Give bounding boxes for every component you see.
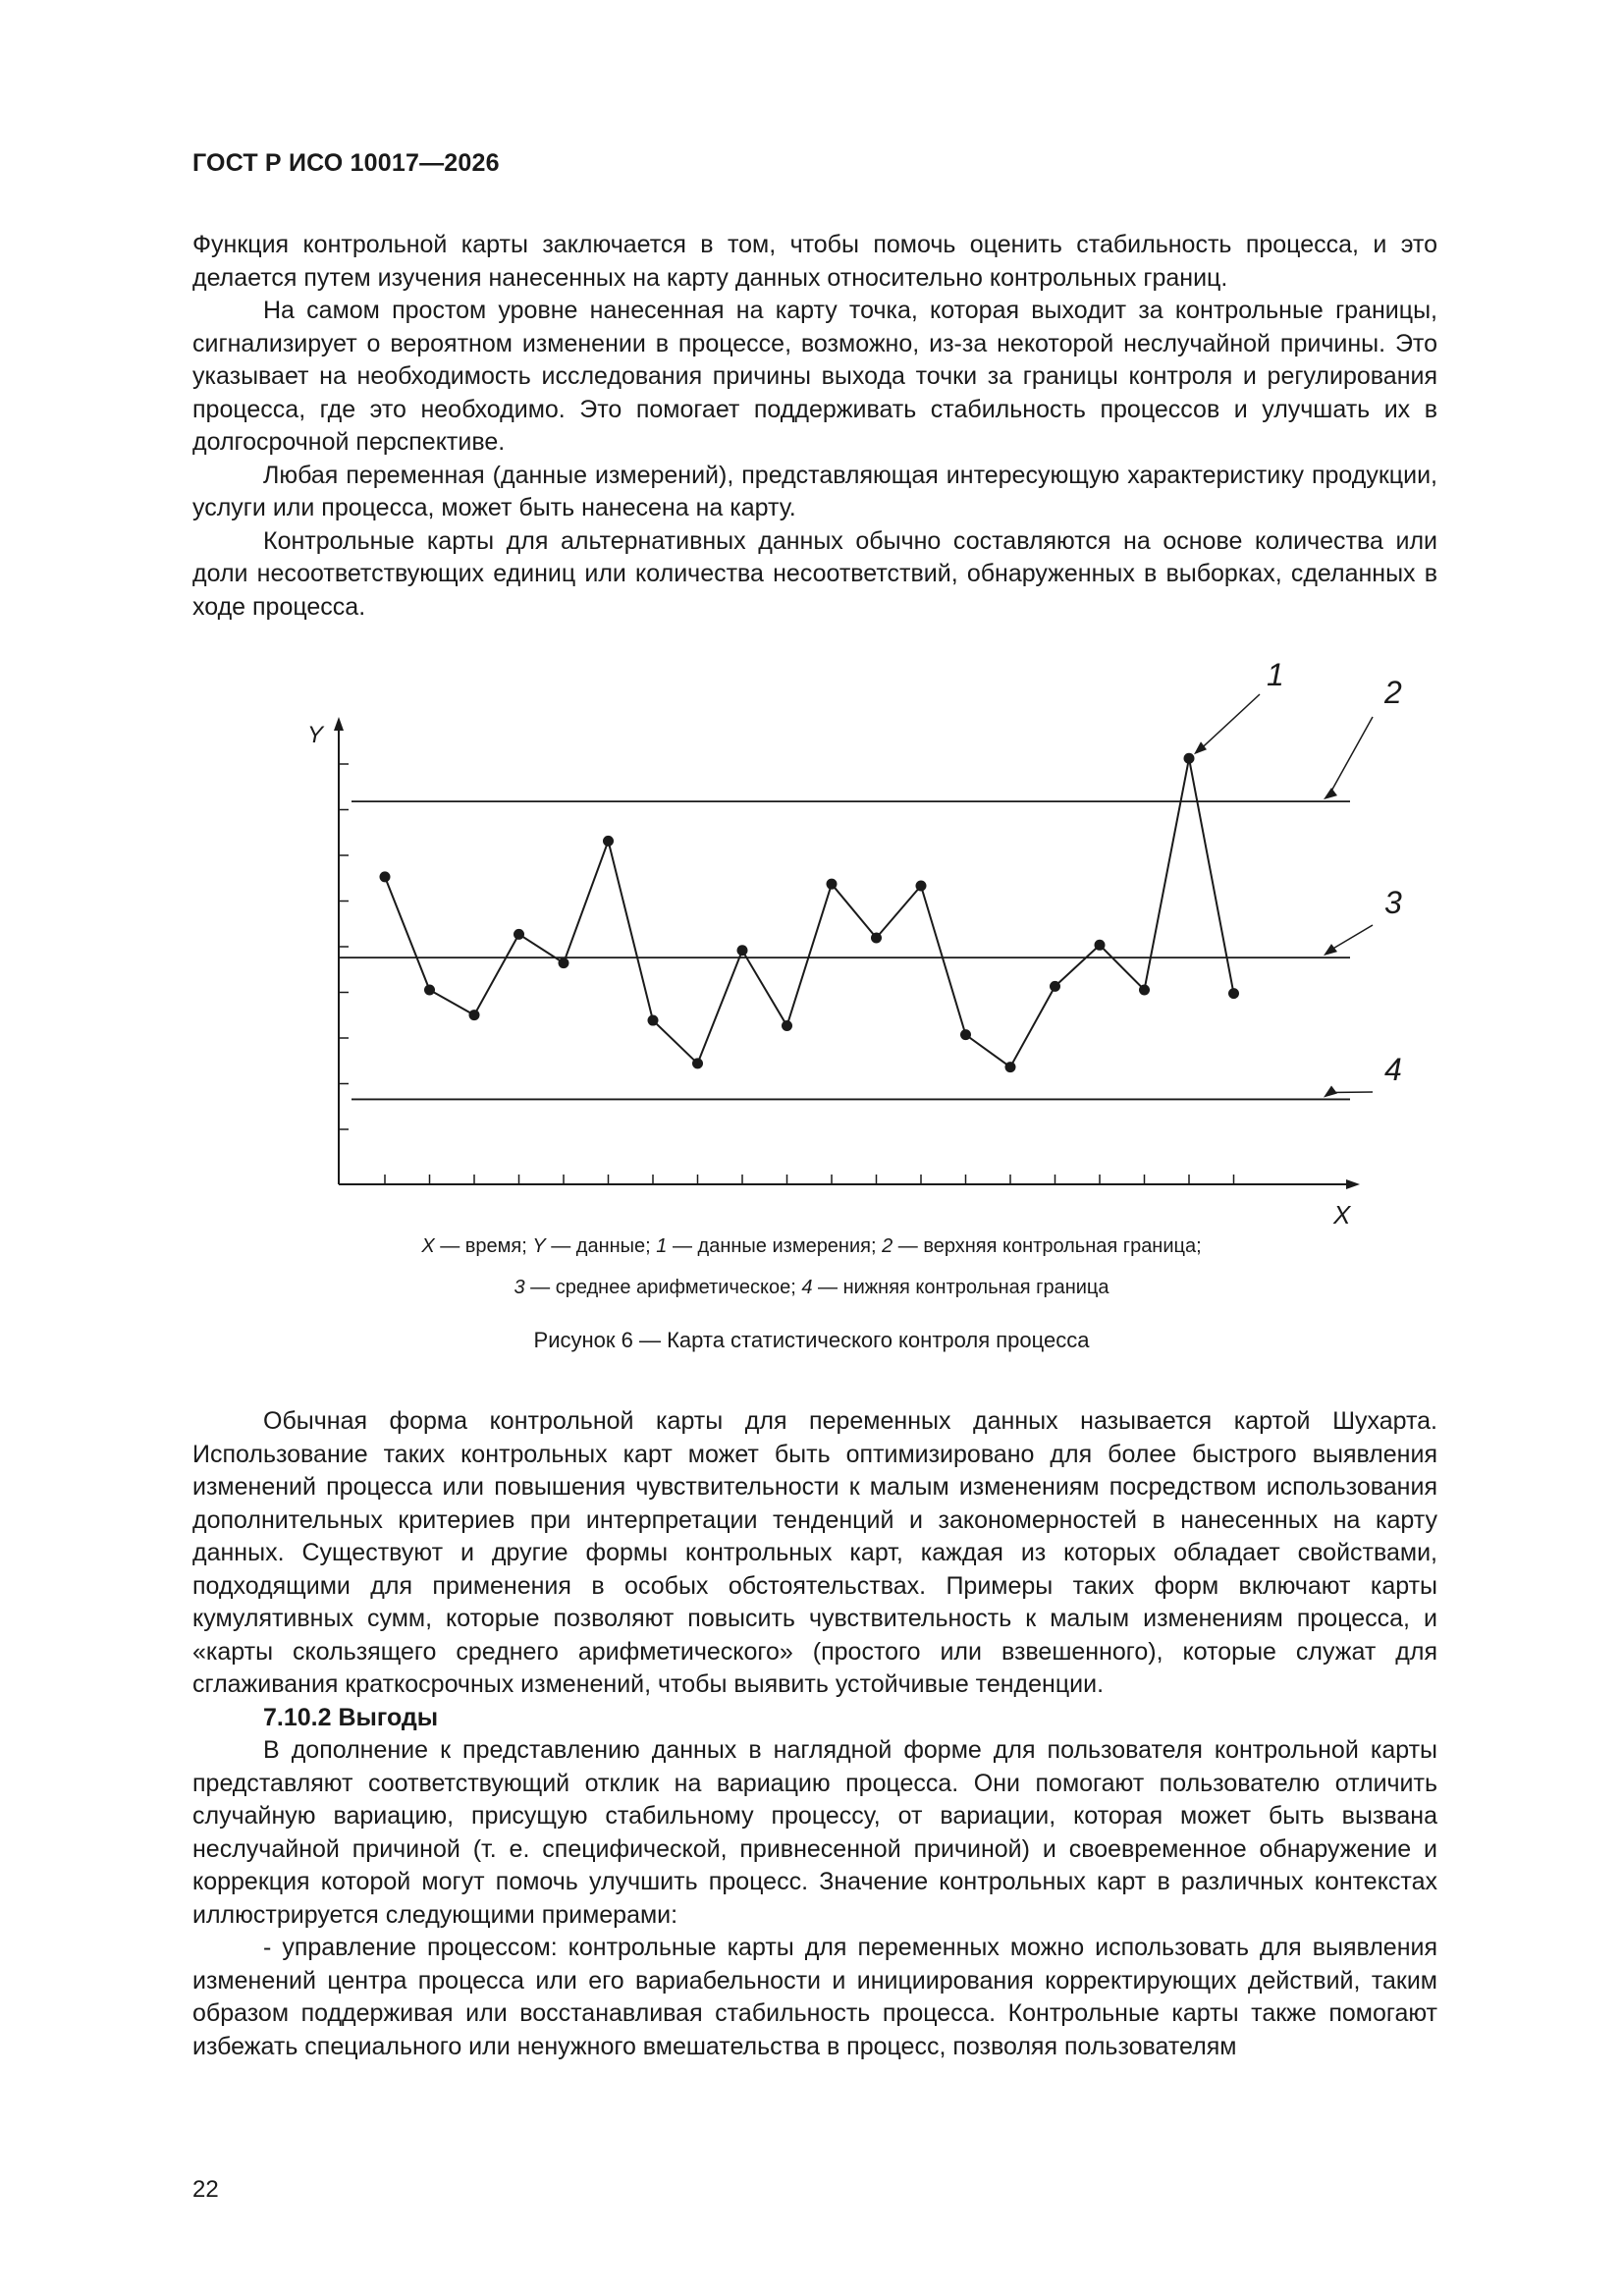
paragraph: Любая переменная (данные измерений), представляющая интересующую характеристику продукции, услуги или процесса, может быть нанесена на карту. [192,461,1437,521]
legend-key: 2 [882,1235,893,1257]
legend-text: — время; [434,1235,533,1257]
paragraph: Обычная форма контрольной карты для переменных данных называется картой Шухарта. Использование таких контрольных карт может быть оптимизировано для более быстрого выявления изменений процесса или повышения чувствительности к малым изменениям посредством использования дополнительных критериев при интерпретации тенденций и закономерностей в нанесенных на карту данных. Существуют и другие формы контрольных карт, каждая из которых обладает свойствами, подходящими для применения в особых обстоятельствах. Примеры таких форм включают карты кумулятивных сумм, которые позволяют повысить чувствительность к малым изменениям процесса, и «карты скользящего среднего арифметического» (простого или взвешенного), которые служат для сглаживания краткосрочных изменений, чтобы выявить устойчивые тенденции. [192,1407,1437,1698]
data-point [1050,981,1060,992]
data-point [737,945,748,956]
legend-text: — данные; [545,1235,657,1257]
legend-key: 3 [514,1277,525,1298]
data-point [1005,1062,1016,1072]
body-text [192,1405,1437,2063]
page-number: 22 [192,2176,219,2203]
data-point [514,929,524,940]
legend-text: — нижняя контрольная граница [812,1277,1109,1298]
paragraph: Контрольные карты для альтернативных данных обычно составляются на основе количества или доли несоответствующих единиц или количества несоответствий, обнаруженных в выборках, сделанных в ходе процесса. [192,526,1437,621]
data-point [960,1029,971,1040]
marker-2-label: 2 [1384,675,1402,710]
data-point [1228,988,1239,999]
legend-text: — данные измерения; [667,1235,883,1257]
data-point [1184,753,1195,764]
data-point [871,933,882,944]
marker-2-arrow [1324,788,1337,799]
figure-legend-line-1 [0,1235,1623,1258]
data-point [1095,940,1106,951]
y-axis-label: Y [307,722,324,748]
figure-caption: Рисунок 6 — Карта статистического контроля процесса [533,1328,1090,1352]
paragraph: На самом простом уровне нанесенная на карту точка, которая выходит за контрольные границы, сигнализирует о вероятном изменении в процессе, возможно, из-за некоторой неслучайной причины. Это указывает на необходимость исследования причины выхода точки за границы контроля и регулирования процесса, где это необходимо. Это помогает поддерживать стабильность процессов и улучшать их в долгосрочной перспективе. [192,297,1437,456]
legend-text: — среднее арифметическое; [524,1277,802,1298]
marker-1-label: 1 [1267,657,1284,692]
marker-4-label: 4 [1384,1052,1402,1087]
marker-3-leader [1329,925,1373,951]
data-point [648,1015,659,1026]
data-point [603,836,614,847]
legend-text: — верхняя контрольная граница; [893,1235,1202,1257]
data-series-line [385,758,1234,1066]
x-axis-label: X [1333,1200,1351,1230]
paragraph: В дополнение к представлению данных в наглядной форме для пользователя контрольной карты представляют соответствующий отклик на вариацию процесса. Они помогают пользователю отличить случайную вариацию, присущую стабильному процессу, от вариации, которая может быть вызвана неслучайной причиной (т. е. специфической, привнесенной причиной) и своевременное обнаружение и коррекция которой могут помочь улучшить процесс. Значение контрольных карт в различных контекстах иллюстрируется следующими примерами: [192,1736,1437,1929]
control-chart-figure [0,648,1623,1375]
legend-key: 1 [656,1235,668,1257]
section-heading: 7.10.2 Выгоды [263,1703,439,1731]
document-header: ГОСТ Р ИСО 10017—2026 [192,149,500,177]
marker-3-arrow [1324,944,1337,956]
figure-legend-line-2 [0,1277,1623,1299]
marker-3-label: 3 [1384,885,1402,920]
data-point [380,871,391,882]
y-axis-arrow [334,717,344,731]
legend-key: Y [532,1235,546,1257]
list-item: - управление процессом: контрольные карты для переменных можно использовать для выявления изменений центра процесса или его вариабельности и инициирования корректирующих действий, таким образом поддерживая или восстанавливая стабильность процесса. Контрольные карты также помогают избежать специального или ненужного вмешательства в процесс, позволяя пользователям [192,1934,1437,2060]
legend-key: X [421,1235,435,1257]
data-point [1139,984,1150,995]
marker-4-arrow [1324,1085,1337,1097]
marker-1-leader [1197,694,1260,752]
data-point [782,1020,792,1031]
data-point [469,1010,480,1020]
data-point [424,984,435,995]
data-point [916,881,927,892]
legend-key: 4 [801,1277,813,1298]
control-chart [0,648,1623,1375]
data-point [692,1058,703,1068]
marker-1-arrow [1194,741,1207,754]
paragraph: Функция контрольной карты заключается в том, чтобы помочь оценить стабильность процесса, и это делается путем изучения нанесенных на карту данных относительно контрольных границ. [192,231,1437,292]
intro-text [192,229,1437,624]
marker-2-leader [1329,717,1373,794]
data-point [559,957,569,968]
x-axis-arrow [1346,1179,1360,1189]
data-point [827,879,838,890]
